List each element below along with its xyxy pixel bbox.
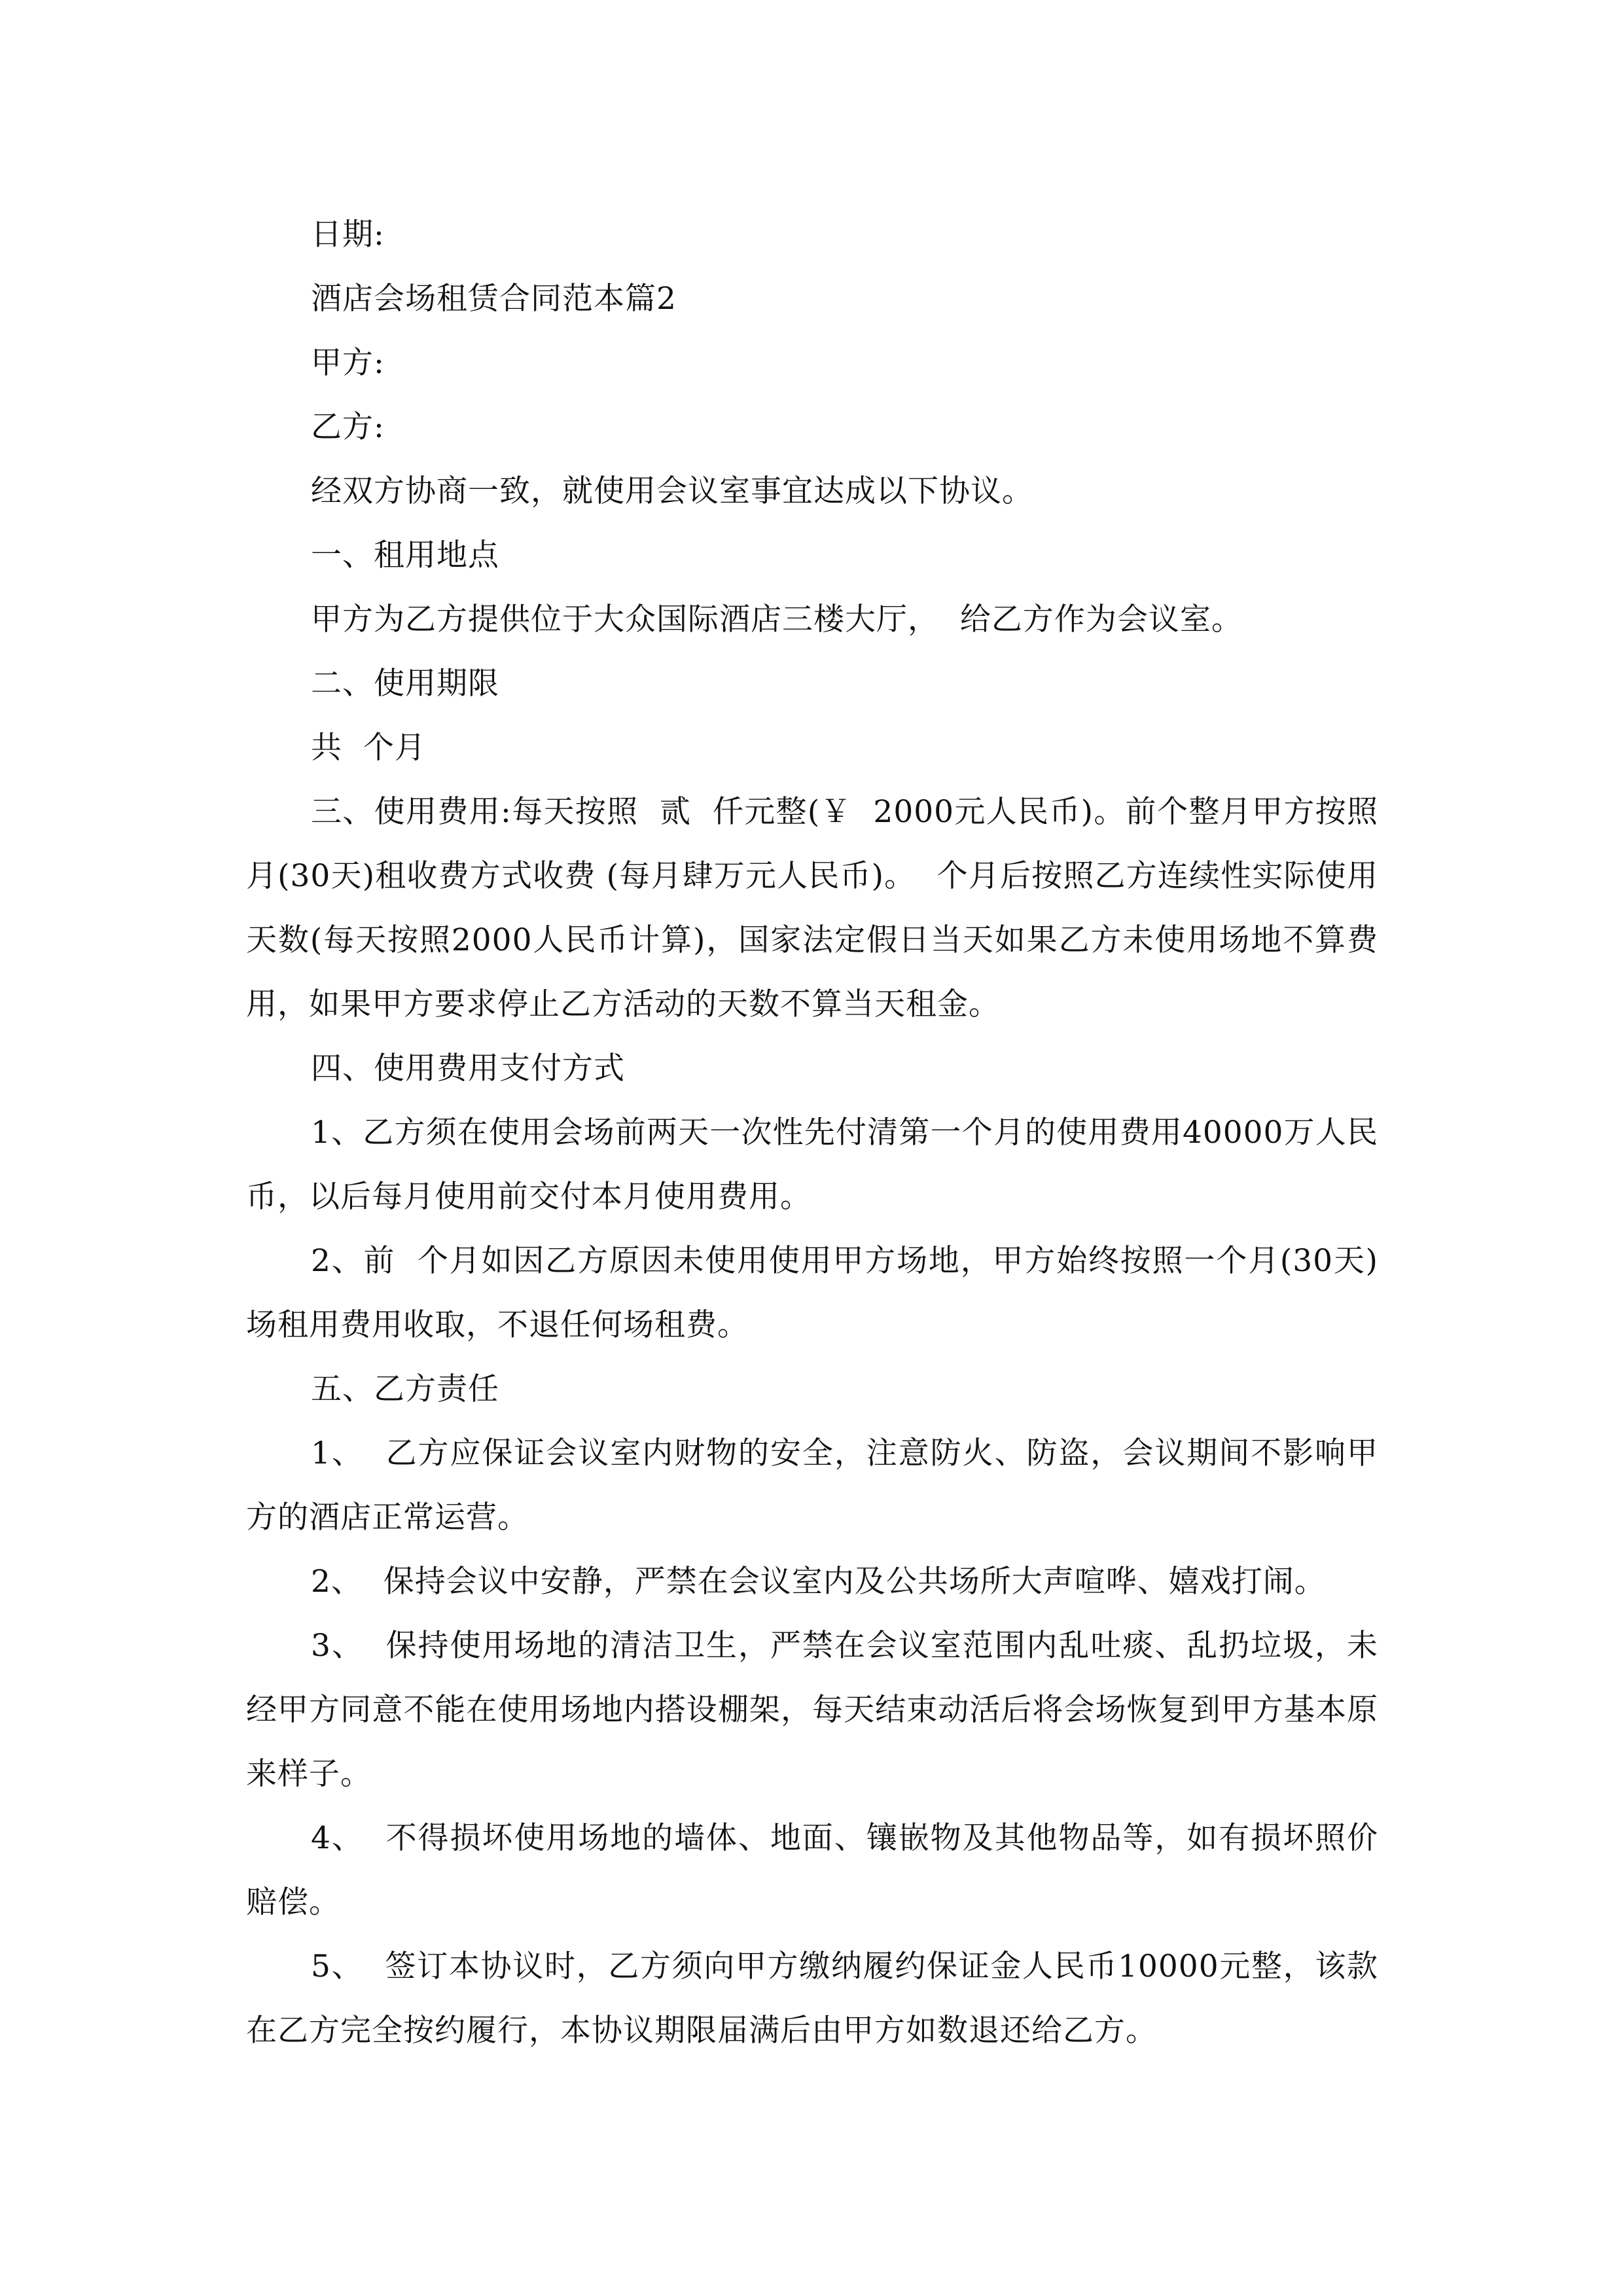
duty-clause-4: 4、 不得损坏使用场地的墙体、地面、镶嵌物及其他物品等，如有损坏照价赔偿。 [246, 1820, 1378, 1920]
party-b-label: 乙方: [311, 409, 385, 445]
payment-clause-1: 1、乙方须在使用会场前两天一次性先付清第一个月的使用费用40000万人民币，以后每月使用前交付本月使用费用。 [246, 1115, 1378, 1215]
agreement-intro: 经双方协商一致，就使用会议室事宜达成以下协议。 [311, 473, 1033, 509]
location-paragraph: 甲方为乙方提供位于大众国际酒店三楼大厅， 给乙方作为会议室。 [311, 601, 1243, 637]
document-body [246, 203, 1378, 2063]
duty-clause-1: 1、 乙方应保证会议室内财物的安全，注意防火、防盗，会议期间不影响甲方的酒店正常运营。 [246, 1435, 1378, 1535]
section-heading-location: 一、租用地点 [311, 537, 499, 573]
section-heading-party-b-duties: 五、乙方责任 [311, 1371, 499, 1407]
section-heading-term: 二、使用期限 [311, 666, 499, 702]
payment-clause-2: 2、前 个月如因乙方原因未使用使用甲方场地，甲方始终按照一个月(30天)场租用费用收取，不退任何场租费。 [246, 1243, 1378, 1343]
contract-title: 酒店会场租赁合同范本篇2 [311, 281, 677, 317]
duty-clause-2: 2、 保持会议中安静，严禁在会议室内及公共场所大声喧哗、嬉戏打闹。 [311, 1564, 1326, 1600]
fee-paragraph: 三、使用费用:每天按照 贰 仟元整(￥ 2000元人民币)。前个整月甲方按照月(30天)租收费方式收费 (每月肆万元人民币)。 个月后按照乙方连续性实际使用天数(每天按照2000人民币计算)，国家法定假日当天如果乙方未使用场地不算费用，如果甲方要求停止乙方活动的天数不算当天租金。 [246, 794, 1378, 1022]
term-paragraph: 共 个月 [311, 730, 426, 766]
duty-clause-3: 3、 保持使用场地的清洁卫生，严禁在会议室范围内乱吐痰、乱扔垃圾，未经甲方同意不能在使用场地内搭设棚架，每天结束动活后将会场恢复到甲方基本原来样子。 [246, 1628, 1378, 1792]
date-label: 日期: [311, 217, 385, 253]
duty-clause-5: 5、 签订本协议时，乙方须向甲方缴纳履约保证金人民币10000元整，该款在乙方完全按约履行，本协议期限届满后由甲方如数退还给乙方。 [246, 1948, 1378, 2049]
section-heading-payment: 四、使用费用支付方式 [311, 1050, 625, 1086]
party-a-label: 甲方: [311, 345, 385, 381]
